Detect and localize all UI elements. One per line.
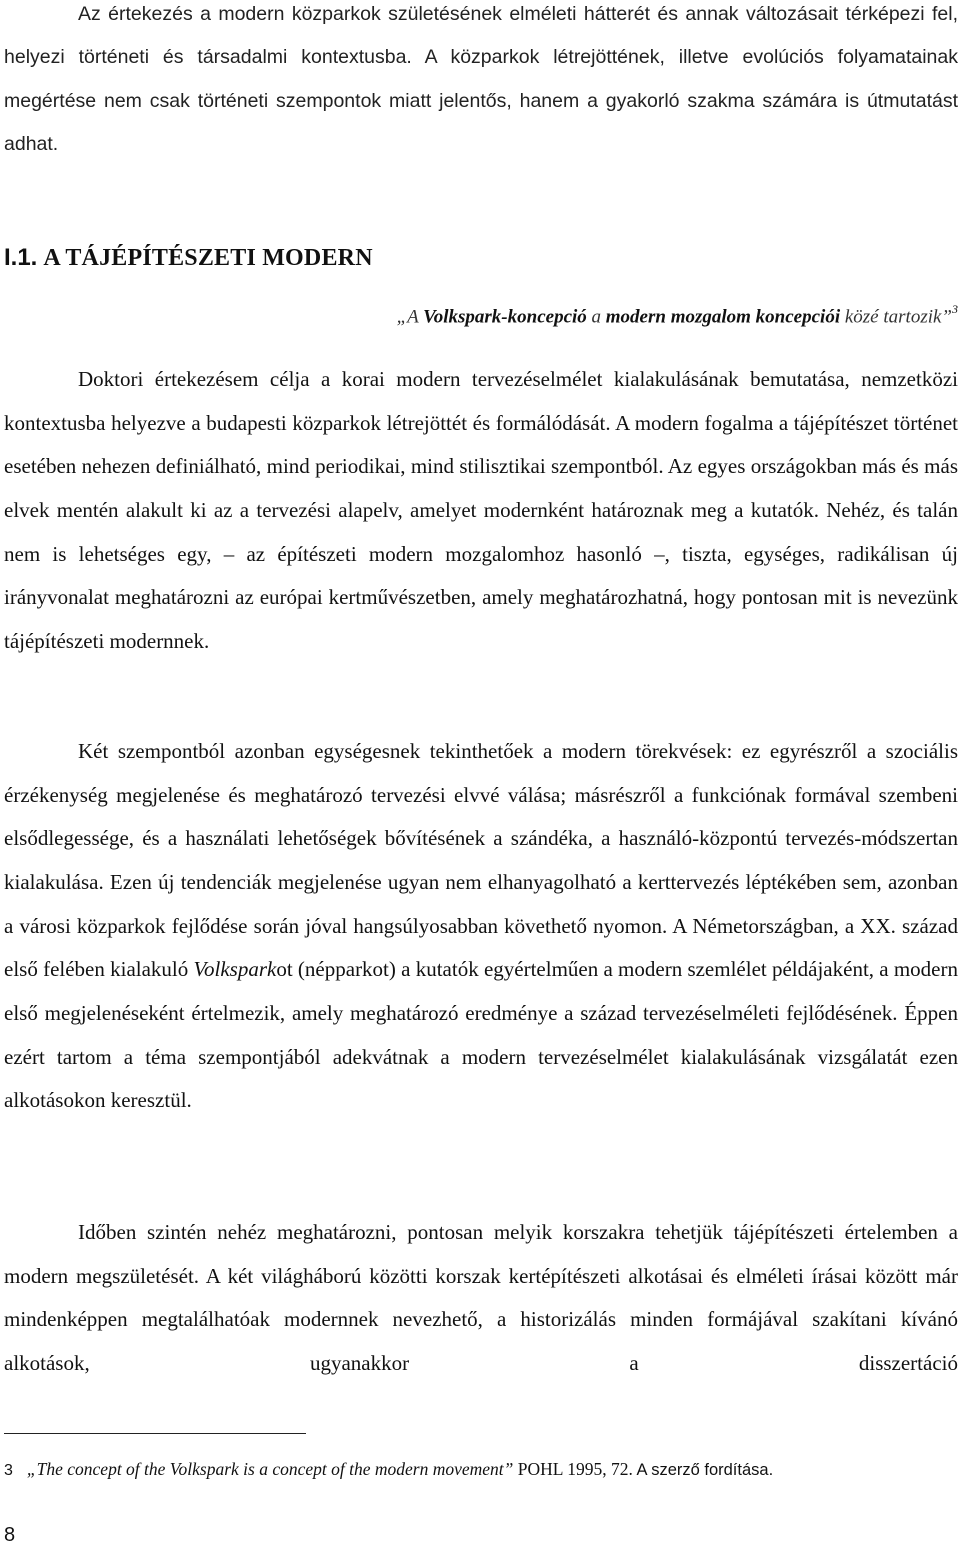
- footnote-number: 3: [4, 1462, 13, 1479]
- page-number: 8: [4, 1524, 16, 1546]
- body-paragraph: Doktori értekezésem célja a korai modern tervezéselmélet kialakulásának bemutatása, nemzetközi kontextusba helyezve a budapesti közparkok létrejöttét és formálódását. A modern fogalma a tájépítészet történet esetében nehezen definiálható, mind periodikai, mind stilisztikai szempontból. Az egyes országokban más és más elvek mentén alakult ki az a tervezési alapelv, amelyet modernként határoznak meg a kutatók. Nehéz, és talán nem is lehetséges egy, – az építészeti modern mozgalomhoz hasonló –, tiszta, egységes, radikálisan új irányvonalat meghatározni az európai kertművészetben, amely meghatározhatná, hogy pontosan mit is nevezünk tájépítészeti modernnek.: [4, 367, 958, 653]
- motto-text: Volkspark-koncepció: [423, 306, 587, 328]
- motto-text: modern mozgalom koncepciói: [605, 306, 841, 328]
- body-paragraph: Időben szintén nehéz meghatározni, pontosan melyik korszakra tehetjük tájépítészeti értelemben a modern megszületését. A két világháború közötti korszak kertépítészeti alkotásai és elméleti írásai között már mindenképpen megtalálhatóak modernnek nevezhető, a historizálás minden formájával szakítani kívánó alkotások, ugyanakkor a disszertáció: [4, 1220, 958, 1375]
- footnote-reference[interactable]: 3: [952, 302, 958, 316]
- body-paragraph: [4, 730, 958, 1123]
- section-heading: [4, 244, 373, 272]
- footnote-note: A szerző fordítása.: [632, 1461, 774, 1479]
- section-number: I.1.: [4, 244, 38, 271]
- motto-text: a: [586, 306, 606, 328]
- paragraph-text: Két szempontból azonban egységesnek tekinthetőek a modern törekvések: ez egyrészről a szociális érzékenység megjelenése és meghatározó tervezési elvvé válása; másrészről a funkciónak formával szembeni elsődlegessége, és a használati lehetőségek bővítésének a szándéka, a használó-központú tervezés-módszertan kialakulása. Ezen új tendenciák megjelenése ugyan nem elhanyagolható a kerttervezés léptékében sem, azonban a városi közparkok fejlődése során jóval hangsúlyosabban követhető nyomon. A Németországban, a XX. század első felében kialakuló: [4, 739, 958, 982]
- footnote-divider: [4, 1433, 306, 1434]
- motto-quote: [397, 304, 958, 328]
- footnote-source: POHL 1995, 72.: [513, 1459, 633, 1479]
- paragraph-text: ot (népparkot) a kutatók egyértelműen a modern szemlélet példájaként, a modern első megjelenéseként értelmezik, amely meghatározó eredménye a század tervezéselméleti fejlődésének. Éppen ezért tartom a téma szempontjából adekvátnak a modern tervezéselmélet kialakulásának vizsgálatát ezen alkotásokon keresztül.: [4, 957, 958, 1113]
- section-title: A TÁJÉPÍTÉSZETI MODERN: [43, 245, 373, 271]
- intro-paragraph: Az értekezés a modern közparkok születésének elméleti hátterét és annak változásait térképezi fel, helyezi történeti és társadalmi kontextusba. A közparkok létrejöttének, illetve evolúciós folyamatainak megértése nem csak történeti szempontok miatt jelentős, hanem a gyakorló szakma számára is útmutatást adhat.: [4, 3, 958, 155]
- motto-text: közé tartozik”: [840, 306, 952, 328]
- footnote-quote: „The concept of the Volkspark is a concept of the modern movement”: [26, 1459, 514, 1479]
- italic-term: Volkspark: [193, 957, 277, 982]
- motto-text: „A: [396, 306, 424, 328]
- footnote: [4, 1459, 773, 1480]
